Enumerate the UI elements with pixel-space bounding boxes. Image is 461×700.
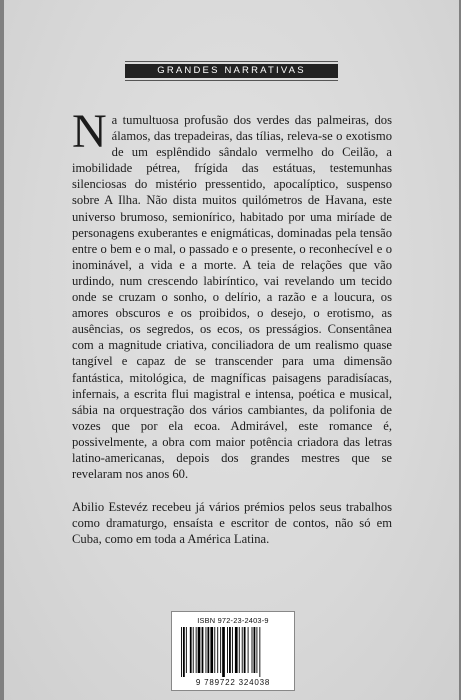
band-rule-bottom — [125, 80, 338, 81]
barcode-icon — [181, 627, 287, 677]
author-bio-paragraph: Abilio Estevéz recebeu já vários prémios pelos seus trabalhos como dramaturgo, ensaísta e escritor de contos, não só em Cuba, como em toda a América Latina. — [72, 500, 392, 547]
synopsis-paragraph — [72, 105, 392, 482]
blurb — [72, 105, 392, 547]
ean-digits: 9 789722 324038 — [195, 678, 271, 687]
band-rule-top — [125, 61, 338, 62]
barcode-label — [171, 611, 295, 691]
synopsis-text: a tumultuosa profusão dos verdes das palmeiras, dos álamos, das trepadeiras, das tílias, releva-se o exotismo de um esplêndido sândalo vermelho do Ceilão, a imobilidade pétrea, frígida das estátuas, testemunhas silenciosas do mistério pressentido, apocalíptico, suspenso sobre A Ilha. Não dista muitos quilómetros de Havana, este universo brumoso, semionírico, habitado por uma miríade de personagens exuberantes e enigmáticas, dominadas pela tensão entre o bem e o mal, o passado e o presente, o reconhecível e o inominável, a vida e a morte. A teia de relações que vão urdindo, num crescendo labiríntico, vai revelando um tecido onde se cruzam o sonho, o delírio, a razão e a loucura, os amores obscuros e os proibidos, o desejo, o erotismo, as ausências, os segredos, os ecos, os presságios. Consentânea com a magnitude criativa, conciliadora de um realismo quase tangível e capaz de se transcender para uma dimensão fantástica, mitológica, de magníficas paisagens paradisíacas, infernais, a escrita flui magistral e intensa, poética e musical, sábia na orquestração dos vários cambiantes, da polifonia de vozes que por ela ecoa. Admirável, este romance é, possivelmente, a obra com maior potência criadora das letras latino-americanas, depois dos grandes mestres que se revelaram nos anos 60. — [72, 113, 392, 482]
drop-cap: N — [72, 105, 107, 158]
collection-title: GRANDES NARRATIVAS — [157, 65, 306, 76]
isbn-number: ISBN 972-23-2403-9 — [197, 616, 269, 625]
collection-title-band — [125, 64, 338, 78]
